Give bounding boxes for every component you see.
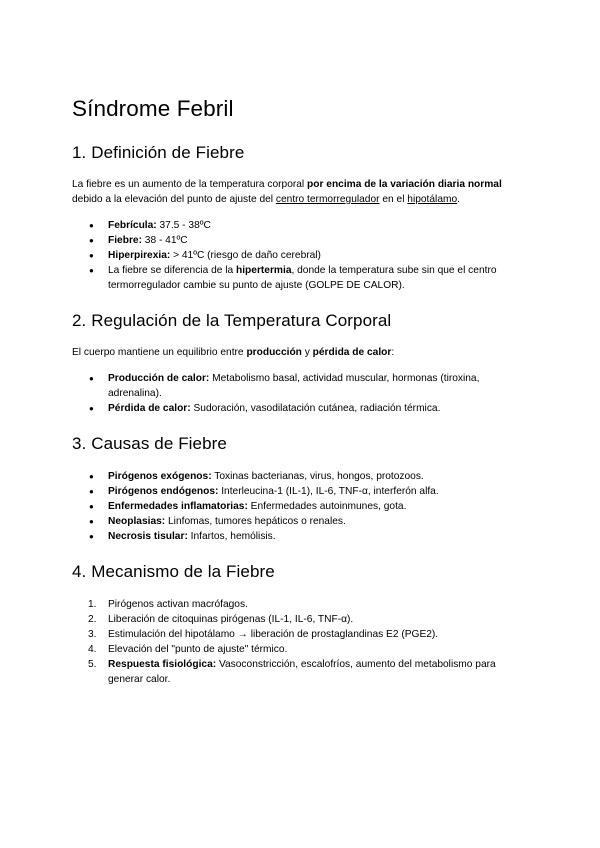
bullet-icon: ●: [89, 532, 94, 541]
list-item: [72, 484, 528, 499]
item-number: 1.: [88, 599, 97, 610]
item-text: Linfomas, tumores hepáticos o renales.: [165, 516, 346, 527]
section-heading-regulacion: 2. Regulación de la Temperatura Corporal: [72, 311, 392, 330]
item-text: La fiebre se diferencia de la: [108, 265, 236, 276]
intro-text: debido a la elevación del punto de ajuste del: [72, 194, 276, 205]
item-text: 38 - 41ºC: [141, 235, 188, 246]
item-bold-term: hipertermia: [236, 265, 292, 276]
list-item: [72, 499, 528, 514]
list-item: [72, 263, 528, 293]
page-title: Síndrome Febril: [72, 96, 234, 121]
underlined-term: centro termorregulador: [275, 194, 380, 205]
document-content: [72, 94, 528, 687]
intro-text: .: [457, 194, 460, 205]
item-text: Infartos, hemólisis.: [187, 531, 276, 542]
item-label: Hiperpirexia:: [108, 250, 171, 261]
bullet-list: [72, 469, 528, 544]
intro-bold: por encima de la variación diaria normal: [307, 179, 502, 190]
bullet-icon: ●: [89, 236, 94, 245]
item-text: Toxinas bacterianas, virus, hongos, protozoos.: [211, 471, 424, 482]
item-label: Respuesta fisiológica:: [108, 659, 217, 670]
bullet-icon: ●: [89, 502, 94, 511]
bullet-icon: ●: [89, 487, 94, 496]
intro-text: :: [391, 347, 395, 358]
item-number: 5.: [88, 659, 97, 670]
bullet-icon: ●: [89, 266, 94, 275]
list-item: [72, 612, 528, 627]
intro-text: La fiebre es un aumento de la temperatura corporal: [72, 179, 308, 190]
item-text: Vasoconstricción, escalofríos, aumento del metabolismo para generar calor.: [108, 659, 496, 685]
section-heading-causas: 3. Causas de Fiebre: [72, 434, 227, 453]
bullet-icon: ●: [89, 251, 94, 260]
bullet-list: [72, 218, 528, 293]
list-item: [72, 627, 528, 642]
list-item: [72, 529, 528, 544]
list-item: [72, 597, 528, 612]
item-label: Febrícula:: [108, 220, 157, 231]
bullet-list: [72, 371, 528, 416]
item-label: Necrosis tisular:: [108, 531, 188, 542]
item-text: , donde la temperatura sube sin que el centro termorregulador cambie su punto de ajuste (GOLPE DE CALOR).: [108, 265, 497, 291]
item-label: Pirógenos exógenos:: [108, 471, 212, 482]
numbered-list: [72, 597, 528, 687]
list-item: [72, 401, 528, 416]
item-number: 4.: [88, 644, 97, 655]
item-label: Pérdida de calor:: [108, 403, 191, 414]
list-item: [72, 642, 528, 657]
list-item: [72, 218, 528, 233]
item-text: Estimulación del hipotálamo → liberación de prostaglandinas E2 (PGE2).: [108, 629, 439, 640]
item-number: 2.: [88, 614, 97, 625]
item-label: Fiebre:: [108, 235, 142, 246]
item-label: Producción de calor:: [108, 373, 210, 384]
intro-text: y: [301, 347, 313, 358]
item-text: Pirógenos activan macrófagos.: [108, 599, 248, 610]
bullet-icon: ●: [89, 472, 94, 481]
intro-text: en el: [379, 194, 408, 205]
bullet-icon: ●: [89, 517, 94, 526]
list-item: [72, 248, 528, 263]
bullet-icon: ●: [89, 221, 94, 230]
list-item: [72, 514, 528, 529]
item-label: Neoplasias:: [108, 516, 166, 527]
item-text: 37.5 - 38ºC: [156, 220, 211, 231]
item-label: Enfermedades inflamatorias:: [108, 501, 248, 512]
item-text: Elevación del "punto de ajuste" térmico.: [108, 644, 288, 655]
item-label: Pirógenos endógenos:: [108, 486, 219, 497]
list-item: [72, 233, 528, 248]
bullet-icon: ●: [89, 374, 94, 383]
item-text: > 41ºC (riesgo de daño cerebral): [170, 250, 321, 261]
underlined-term: hipotálamo: [407, 194, 458, 205]
section-heading-definicion: 1. Definición de Fiebre: [72, 143, 245, 162]
list-item: [72, 657, 528, 687]
list-item: [72, 371, 528, 401]
item-text: Sudoración, vasodilatación cutánea, radiación térmica.: [190, 403, 441, 414]
item-text: Enfermedades autoinmunes, gota.: [247, 501, 407, 512]
bullet-icon: ●: [89, 404, 94, 413]
item-text: Metabolismo basal, actividad muscular, hormonas (tiroxina, adrenalina).: [108, 373, 480, 399]
item-number: 3.: [88, 629, 97, 640]
section-heading-mecanismo: 4. Mecanismo de la Fiebre: [72, 562, 275, 581]
intro-bold: producción: [246, 347, 302, 358]
list-item: [72, 469, 528, 484]
intro-bold: pérdida de calor: [312, 347, 392, 358]
item-text: Interleucina-1 (IL-1), IL-6, TNF-α, interferón alfa.: [218, 486, 439, 497]
intro-text: El cuerpo mantiene un equilibrio entre: [72, 347, 247, 358]
section-intro-regulacion: [72, 345, 528, 360]
section-intro-definicion: [72, 177, 528, 207]
item-text: Liberación de citoquinas pirógenas (IL-1, IL-6, TNF-α).: [108, 614, 354, 625]
